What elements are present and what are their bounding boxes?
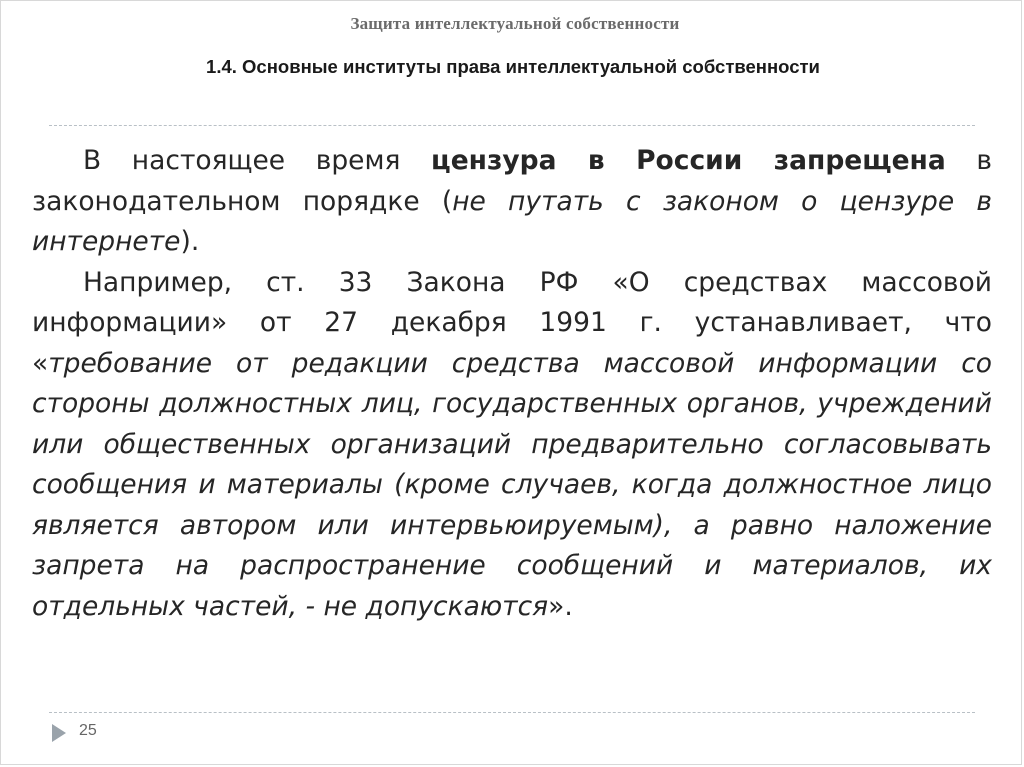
paragraph-text: ». — [548, 590, 573, 622]
triangle-right-icon — [50, 723, 68, 743]
paragraph-law-quote — [32, 263, 992, 628]
paragraph-text: в законодательном порядке ( — [32, 145, 992, 217]
paragraph-text: ). — [180, 226, 200, 257]
paragraph-text: Например, ст. 33 Закона РФ «О средствах массовой информации» от 27 декабря 1991 г. устанавливает, что « — [32, 266, 992, 379]
slide-title: 1.4. Основные институты права интеллектуальной собственности — [206, 56, 820, 77]
paragraph-censorship — [32, 141, 992, 263]
header-title: Защита интеллектуальной собственности — [350, 14, 680, 33]
top-divider — [49, 125, 975, 126]
page-number: 25 — [79, 722, 97, 739]
law-quote: требование от редакции средства массовой информации со стороны должностных лиц, государственных органов, учреждений или общественных организаций предварительно согласовывать сообщения и материалы (кроме случаев, когда должностное лицо является автором или интервьюируемым), а равно наложение запрета на распространение сообщений и материалов, их отдельных частей, - не допускаются — [32, 347, 992, 622]
slide-body — [32, 141, 992, 627]
triangle-right-shape — [52, 724, 66, 742]
paragraph-text: В настоящее время — [83, 145, 432, 176]
bottom-divider — [49, 712, 975, 713]
bold-phrase: цензура в России запрещена — [431, 145, 946, 176]
italic-note: не путать с законом о цензуре в интернете — [32, 185, 992, 257]
